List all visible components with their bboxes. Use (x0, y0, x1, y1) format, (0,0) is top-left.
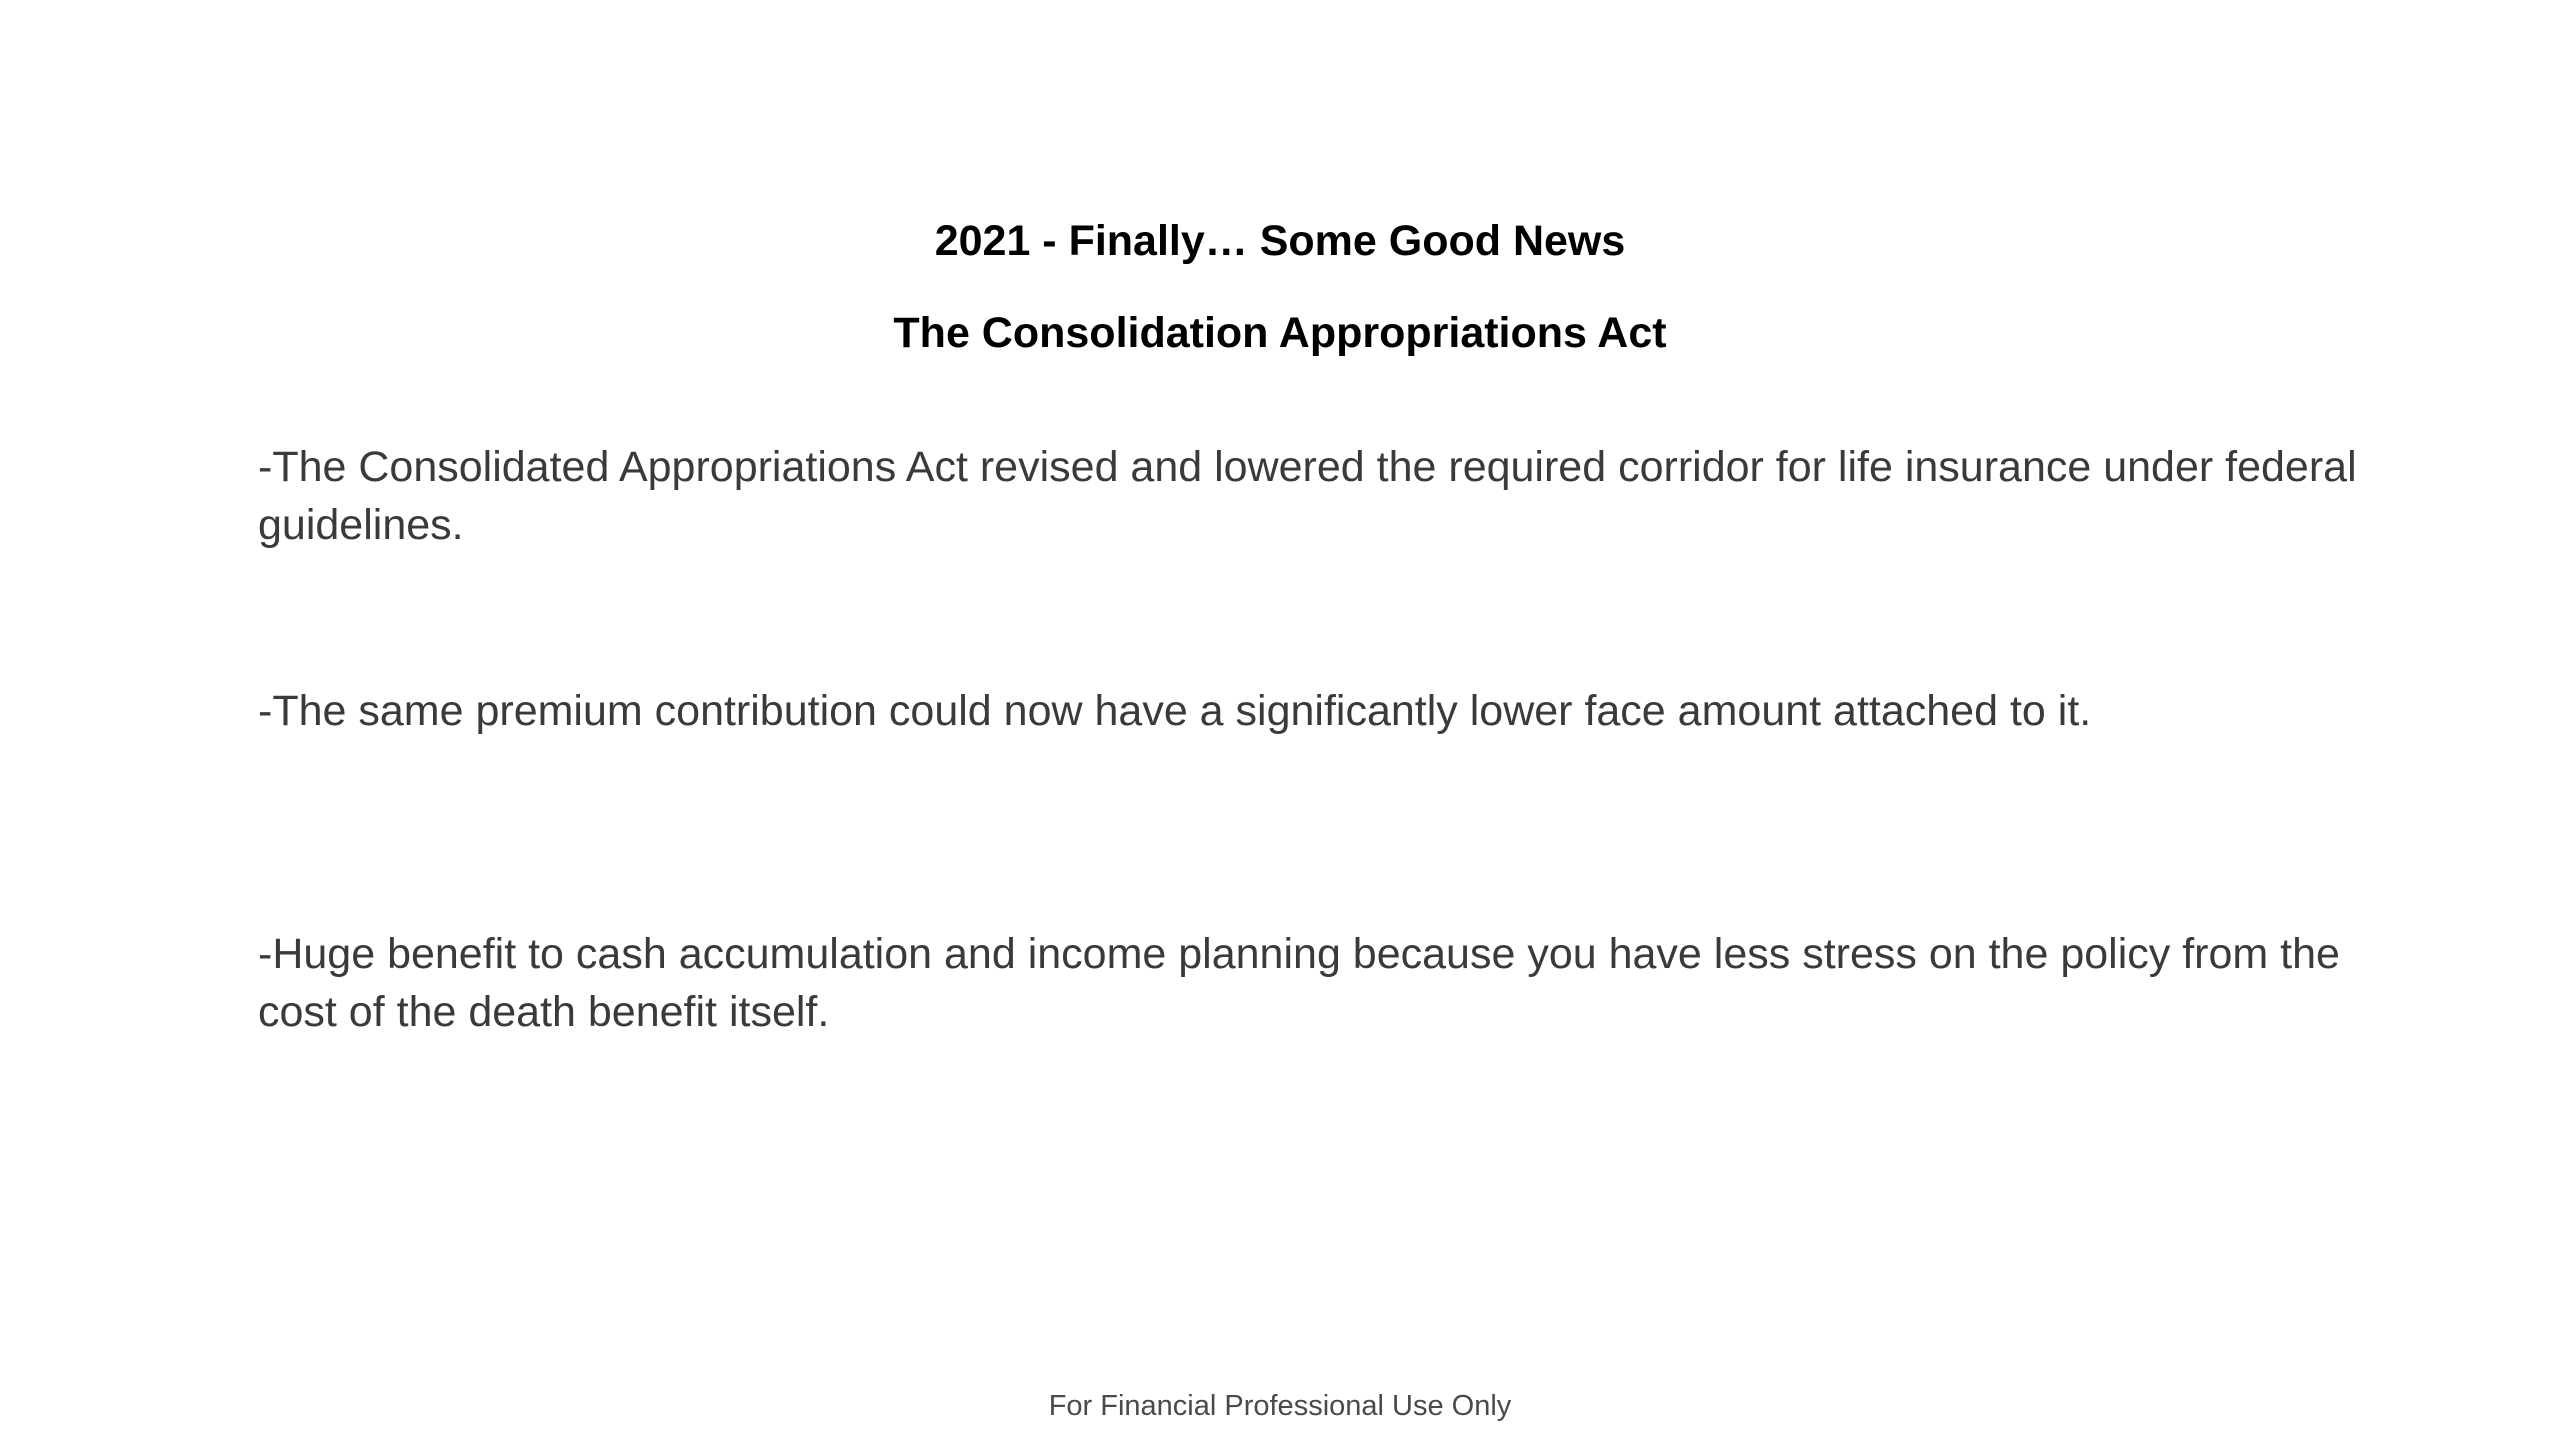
bullet-item: -The Consolidated Appropriations Act revised and lowered the required corridor for life insurance under federal guidelines. (258, 443, 2357, 549)
footer-disclaimer: For Financial Professional Use Only (1048, 1390, 1512, 1422)
slide-subtitle: The Consolidation Appropriations Act (893, 309, 1667, 357)
bullet-item: -The same premium contribution could now have a significantly lower face amount attached to it. (258, 687, 2092, 735)
slide-title: 2021 - Finally… Some Good News (934, 217, 1626, 265)
bullet-item: -Huge benefit to cash accumulation and income planning because you have less stress on the policy from the cost of the death benefit itself. (258, 930, 2340, 1036)
